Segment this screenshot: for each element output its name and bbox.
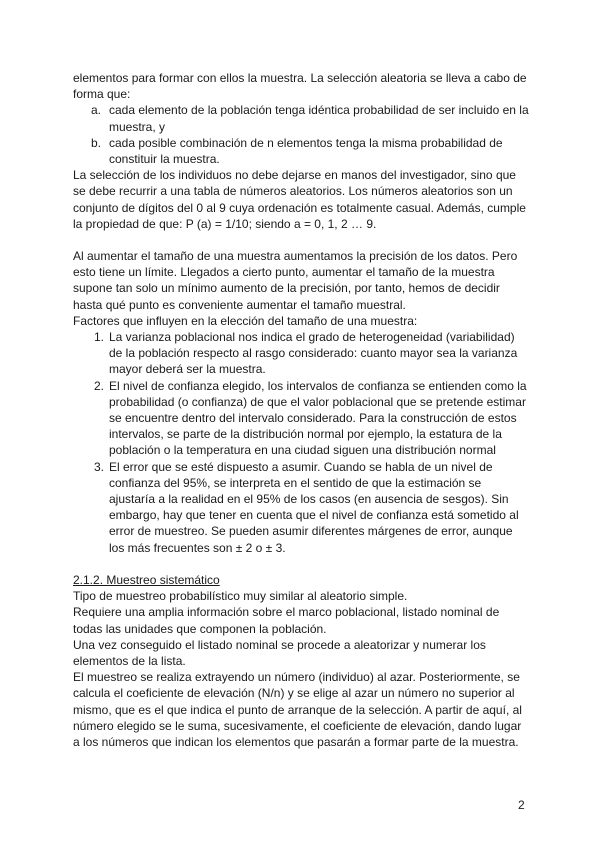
list-item-text: El error que se esté dispuesto a asumir. Cuando se habla de un nivel de confianza del 95%, se interpreta en el sentido de que la estimación se ajustaría a la realidad en el 95% de los casos (en ausencia de sesgos). Sin embargo, hay que tener en cuenta que el nivel de confianza está sometido al error de muestreo. Se pueden asumir diferentes márgenes de error, aunque los más frecuentes son ± 2 o ± 3. xyxy=(109,459,519,555)
section-heading: 2.1.2. Muestreo sistemático xyxy=(73,572,220,587)
list-marker: b. xyxy=(91,135,102,150)
paragraph-gap xyxy=(73,232,529,248)
sample-size-paragraph: Al aumentar el tamaño de una muestra aumentamos la precisión de los datos. Pero esto tiene un límite. Llegados a cierto punto, aumentar el tamaño de la muestra supone tan solo un mínimo aumento de la precisión, por tanto, hemos de decidir hasta qué punto es conveniente aumentar el tamaño muestral. xyxy=(73,249,518,312)
list-item xyxy=(73,378,529,459)
systematic-paragraph-1: Tipo de muestreo probabilístico muy similar al aleatorio simple. xyxy=(73,589,408,604)
document-page xyxy=(73,70,529,750)
systematic-paragraph-3: Una vez conseguido el listado nominal se procede a aleatorizar y numerar los elementos de la lista. xyxy=(73,637,486,668)
intro-paragraph: elementos para formar con ellos la muestra. La selección aleatoria se lleva a cabo de forma que: xyxy=(73,71,527,102)
systematic-paragraph-4: El muestreo se realiza extrayendo un número (individuo) al azar. Posteriormente, se calcula el coeficiente de elevación (N/n) y se elige al azar un número no superior al mismo, que es el que indica el punto de arranque de la selección. A partir de aquí, al número elegido se le suma, sucesivamente, el coeficiente de elevación, dando lugar a los números que indican los elementos que pasarán a formar parte de la muestra. xyxy=(73,670,522,749)
factors-intro: Factores que influyen en la elección del tamaño de una muestra: xyxy=(73,313,418,328)
list-item xyxy=(73,329,529,378)
list-marker: 2. xyxy=(94,378,105,393)
page-number: 2 xyxy=(518,798,525,812)
factors-list xyxy=(73,329,529,556)
list-item-text: La varianza poblacional nos indica el grado de heterogeneidad (variabilidad) de la población respecto al rasgo considerado: cuanto mayor sea la varianza mayor deberá ser la muestra. xyxy=(109,330,518,377)
list-item xyxy=(73,135,529,167)
systematic-paragraph-2: Requiere una amplia información sobre el marco poblacional, listado nominal de todas las unidades que componen la población. xyxy=(73,605,500,636)
alpha-list xyxy=(73,102,529,167)
list-marker: a. xyxy=(91,103,102,118)
list-item-text: cada elemento de la población tenga idéntica probabilidad de ser incluido en la muestra, y xyxy=(109,103,529,134)
list-marker: 3. xyxy=(94,459,105,474)
list-item xyxy=(73,102,529,134)
paragraph-gap xyxy=(73,556,529,572)
random-numbers-paragraph: La selección de los individuos no debe dejarse en manos del investigador, sino que se debe recurrir a una tabla de números aleatorios. Los números aleatorios son un conjunto de dígitos del 0 al 9 cuya ordenación es totalmente casual. Además, cumple la propiedad de que: P (a) = 1/10; siendo a = 0, 1, 2 … 9. xyxy=(73,168,526,231)
list-item xyxy=(73,459,529,556)
list-marker: 1. xyxy=(94,330,105,345)
list-item-text: cada posible combinación de n elementos tenga la misma probabilidad de constituir la muestra. xyxy=(109,135,503,167)
list-item-text: El nivel de confianza elegido, los intervalos de confianza se entienden como la probabilidad (o confianza) de que el valor poblacional que se pretende estimar se encuentre dentro del intervalo considerado. Para la construcción de estos intervalos, se parte de la distribución normal por ejemplo, la estatura de la población o la temperatura en una ciudad siguen una distribución normal xyxy=(109,378,527,458)
